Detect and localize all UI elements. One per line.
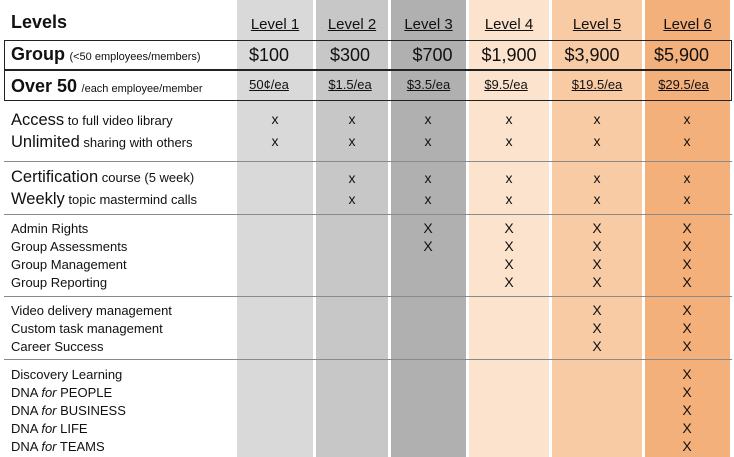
- feature-group-management: Group Management: [11, 257, 127, 272]
- included-mark: x: [271, 111, 279, 127]
- included-mark: x: [683, 170, 691, 186]
- over-50-price-level-3: $3.5/ea: [406, 77, 451, 92]
- included-mark: x: [424, 133, 432, 149]
- feature-italic: for: [41, 385, 57, 400]
- included-mark: x: [505, 170, 513, 186]
- included-mark: x: [593, 111, 601, 127]
- included-mark: X: [682, 220, 692, 236]
- group-price-level-6: $5,900: [653, 45, 710, 65]
- included-mark: X: [592, 302, 602, 318]
- feature-certification: [11, 166, 194, 189]
- feature-rest: sharing with others: [79, 135, 193, 150]
- feature-pre: DNA: [11, 421, 42, 436]
- included-mark: X: [682, 274, 692, 290]
- included-mark: x: [271, 133, 279, 149]
- included-mark: X: [682, 384, 692, 400]
- over-50-label-text: Over 50: [11, 76, 78, 96]
- group-label: [11, 44, 201, 65]
- included-mark: x: [683, 133, 691, 149]
- feature-italic: for: [41, 421, 57, 436]
- included-mark: X: [682, 402, 692, 418]
- included-mark: x: [424, 191, 432, 207]
- feature-post: BUSINESS: [56, 403, 126, 418]
- included-mark: X: [423, 238, 433, 254]
- included-mark: X: [682, 338, 692, 354]
- included-mark: X: [682, 320, 692, 336]
- over-50-price-level-2: $1.5/ea: [328, 77, 372, 92]
- included-mark: X: [423, 220, 433, 236]
- feature-lead: Certification: [11, 168, 99, 186]
- over-50-label: [11, 76, 203, 97]
- included-mark: x: [348, 191, 356, 207]
- included-mark: x: [348, 170, 356, 186]
- included-mark: x: [593, 133, 601, 149]
- included-mark: x: [348, 133, 356, 149]
- feature-pre: DNA: [11, 439, 42, 454]
- group-price-level-4: $1,900: [481, 45, 537, 65]
- table-title: Levels: [11, 12, 68, 32]
- feature-custom-task: Custom task management: [11, 321, 163, 336]
- feature-post: LIFE: [56, 421, 88, 436]
- feature-lead: Access: [11, 111, 65, 129]
- section-divider: [4, 214, 732, 215]
- included-mark: x: [593, 191, 601, 207]
- included-mark: x: [424, 111, 432, 127]
- feature-weekly: [11, 188, 197, 211]
- feature-group-assessments: Group Assessments: [11, 239, 128, 254]
- section-divider: [4, 161, 732, 162]
- included-mark: X: [682, 238, 692, 254]
- level-6-header: Level 6: [663, 16, 712, 33]
- group-price-level-3: $700: [412, 45, 453, 65]
- level-2-header: Level 2: [327, 16, 377, 33]
- included-mark: X: [682, 366, 692, 382]
- group-note: (<50 employees/members): [69, 51, 201, 63]
- group-price-level-2: $300: [329, 45, 371, 65]
- feature-italic: for: [41, 439, 57, 454]
- over-50-price-level-1: 50¢/ea: [249, 77, 289, 92]
- group-price-level-1: $100: [248, 45, 290, 65]
- included-mark: X: [682, 256, 692, 272]
- included-mark: X: [504, 256, 514, 272]
- feature-lead: Weekly: [11, 190, 65, 208]
- feature-admin-rights: Admin Rights: [11, 221, 89, 236]
- included-mark: X: [504, 238, 514, 254]
- feature-post: PEOPLE: [56, 385, 113, 400]
- included-mark: X: [592, 256, 602, 272]
- over-50-price-level-5: $19.5/ea: [571, 77, 623, 92]
- included-mark: X: [592, 338, 602, 354]
- included-mark: X: [592, 320, 602, 336]
- included-mark: x: [505, 111, 513, 127]
- feature-discovery-learning: Discovery Learning: [11, 367, 123, 382]
- feature-post: TEAMS: [56, 439, 105, 454]
- section-divider: [4, 296, 732, 297]
- included-mark: x: [505, 133, 513, 149]
- section-divider: [4, 359, 732, 360]
- feature-group-reporting: Group Reporting: [11, 275, 108, 290]
- feature-unlimited: [11, 131, 193, 154]
- feature-dna-people: [11, 384, 112, 402]
- level-4-header: Level 4: [484, 16, 534, 33]
- group-price-level-5: $3,900: [564, 45, 620, 65]
- feature-pre: DNA: [11, 385, 42, 400]
- feature-lead: Unlimited: [11, 133, 80, 151]
- included-mark: x: [424, 170, 432, 186]
- included-mark: x: [348, 111, 356, 127]
- feature-pre: DNA: [11, 403, 42, 418]
- included-mark: X: [682, 438, 692, 454]
- included-mark: x: [505, 191, 513, 207]
- level-5-header: Level 5: [572, 16, 622, 33]
- included-mark: X: [592, 274, 602, 290]
- feature-access: [11, 109, 173, 132]
- feature-dna-life: [11, 420, 88, 438]
- included-mark: X: [592, 220, 602, 236]
- feature-rest: to full video library: [64, 113, 173, 128]
- included-mark: x: [683, 111, 691, 127]
- feature-dna-teams: [11, 438, 105, 456]
- feature-video-delivery: Video delivery management: [11, 303, 172, 318]
- feature-career-success: Career Success: [11, 339, 104, 354]
- over-50-price-level-4: $9.5/ea: [484, 77, 528, 92]
- feature-rest: course (5 week): [98, 170, 195, 185]
- group-label-text: Group: [11, 44, 65, 64]
- feature-rest: topic mastermind calls: [64, 192, 198, 207]
- included-mark: X: [682, 420, 692, 436]
- included-mark: x: [683, 191, 691, 207]
- over-50-note: /each employee/member: [81, 83, 203, 95]
- included-mark: X: [504, 274, 514, 290]
- level-3-header: Level 3: [404, 16, 453, 33]
- included-mark: X: [592, 238, 602, 254]
- feature-dna-business: [11, 402, 126, 420]
- feature-italic: for: [41, 403, 57, 418]
- over-50-price-level-6: $29.5/ea: [658, 77, 709, 92]
- included-mark: X: [682, 302, 692, 318]
- included-mark: X: [504, 220, 514, 236]
- included-mark: x: [593, 170, 601, 186]
- level-1-header: Level 1: [250, 16, 300, 33]
